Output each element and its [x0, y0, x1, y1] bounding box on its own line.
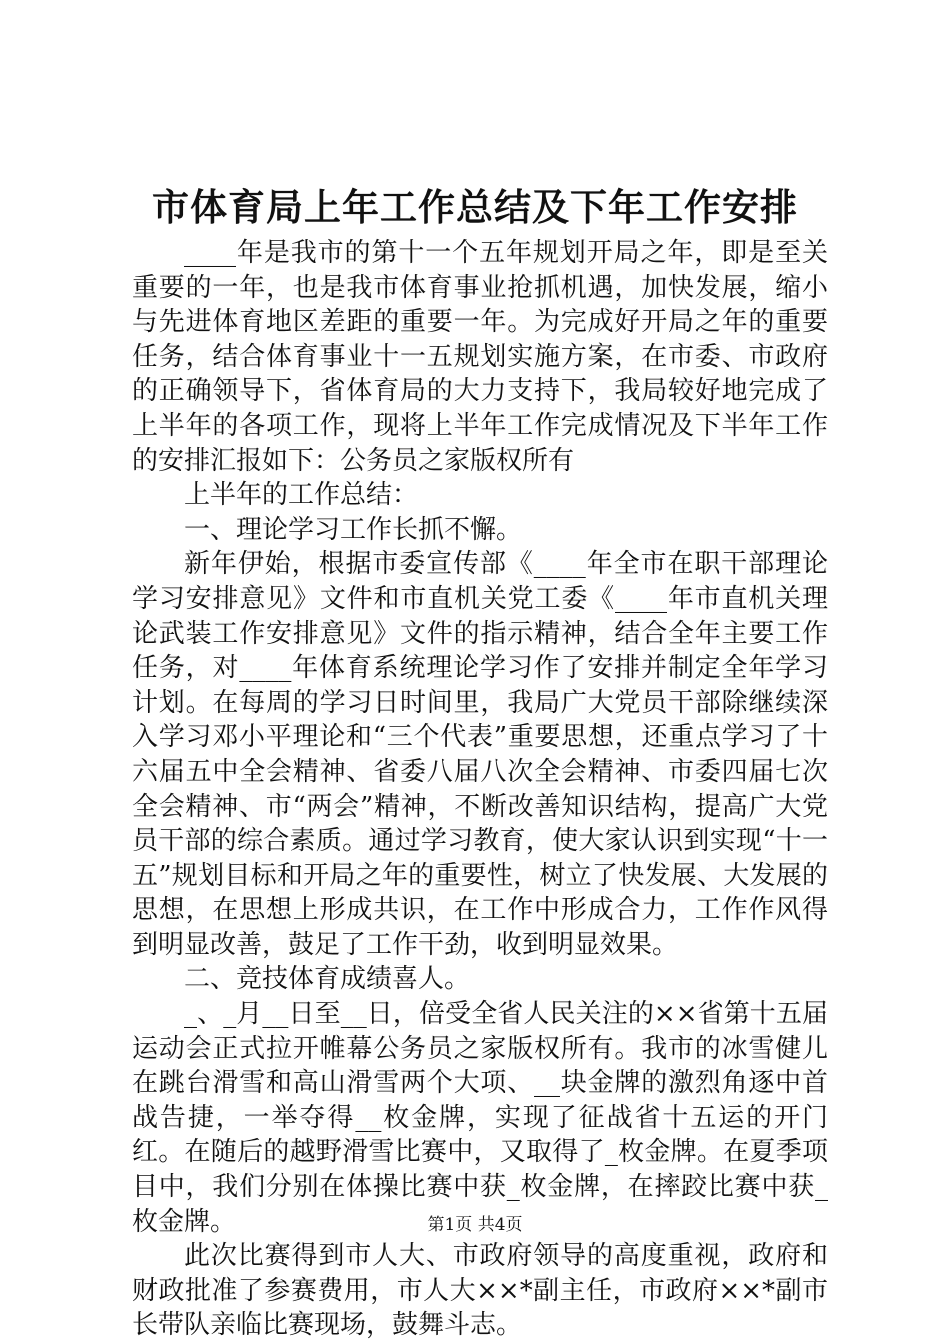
section-heading-theory-study: 一、理论学习工作长抓不懈。 [184, 514, 523, 545]
document-body [132, 236, 828, 1343]
section-heading-competitive-sports: 二、竞技体育成绩喜人。 [184, 964, 471, 995]
paragraph-intro: ____年是我市的第十一个五年规划开局之年，即是至关重要的一年，也是我市体育事业抢抓机遇，加快发展，缩小与先进体育地区差距的重要一年。为完成好开局之年的重要任务，结合体育事业十一五规划实施方案，在市委、市政府的正确领导下，省体育局的大力支持下，我局较好地完成了上半年的各项工作，现将上半年工作完成情况及下半年工作的安排汇报如下：公务员之家版权所有 [132, 238, 828, 476]
document-title: 市体育局上年工作总结及下年工作安排 [152, 186, 798, 229]
paragraph-provincial-games: _、_月__日至__日，倍受全省人民关注的××省第十五届运动会正式拉开帷幕公务员之家版权所有。我市的冰雪健儿在跳台滑雪和高山滑雪两个大项、__块金牌的激烈角逐中首战告捷，一举夺得__枚金牌，实现了征战省十五运的开门红。在随后的越野滑雪比赛中，又取得了_枚金牌。在夏季项目中，我们分别在体操比赛中获_枚金牌，在摔跤比赛中获_枚金牌。 [132, 999, 828, 1237]
page-number-footer: 第1页 共4页 [427, 1215, 523, 1235]
paragraph-summary-heading: 上半年的工作总结： [184, 480, 419, 511]
paragraph-leadership-support: 此次比赛得到市人大、市政府领导的高度重视，政府和财政批准了参赛费用，市人大××*副主任，市政府××*副市长带队亲临比赛现场，鼓舞斗志。 [132, 1241, 828, 1341]
paragraph-theory-study: 新年伊始，根据市委宣传部《____年全市在职干部理论学习安排意见》文件和市直机关党工委《____年市直机关理论武装工作安排意见》文件的指示精神，结合全年主要工作任务，对____年体育系统理论学习作了安排并制定全年学习计划。在每周的学习日时间里，我局广大党员干部除继续深入学习邓小平理论和“三个代表”重要思想，还重点学习了十六届五中全会精神、省委八届八次全会精神、市委四届七次全会精神、市“两会”精神，不断改善知识结构，提高广大党员干部的综合素质。通过学习教育，使大家认识到实现“十一五”规划目标和开局之年的重要性，树立了快发展、大发展的思想，在思想上形成共识，在工作中形成合力，工作作风得到明显改善，鼓足了工作干劲，收到明显效果。 [132, 549, 828, 960]
